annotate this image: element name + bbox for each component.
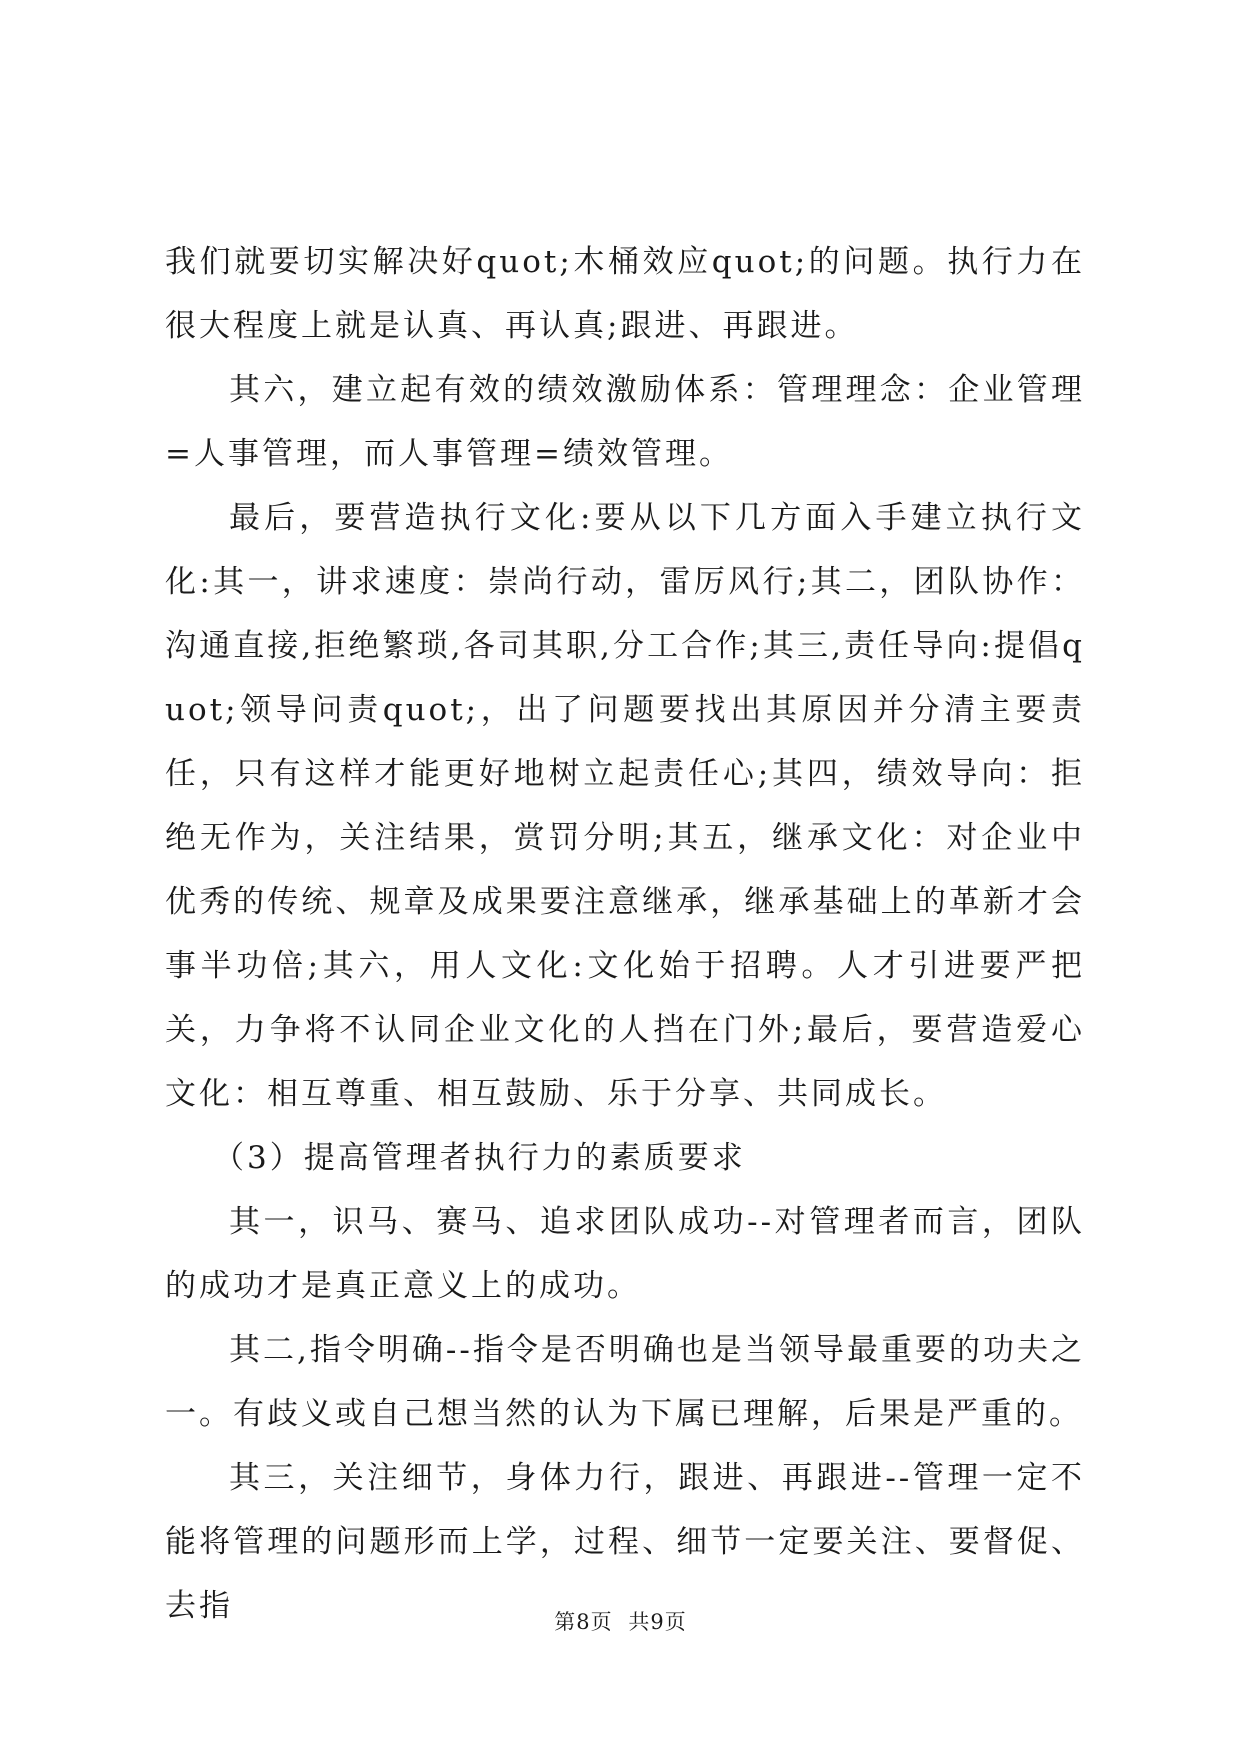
- paragraph-performance-incentive: 其六，建立起有效的绩效激励体系：管理理念：企业管理=人事管理，而人事管理=绩效管理。: [165, 372, 1085, 472]
- paragraph-clear-instructions: 其二,指令明确--指令是否明确也是当领导最重要的功夫之一。有歧义或自己想当然的认为下属已理解，后果是严重的。: [165, 1332, 1085, 1432]
- paragraph-execution-culture: 最后，要营造执行文化:要从以下几方面入手建立执行文化:其一，讲求速度：崇尚行动，雷厉风行;其二，团队协作：沟通直接,拒绝繁琐,各司其职,分工合作;其三,责任导向:提倡quot;领导问责quot;，出了问题要找出其原因并分清主要责任，只有这样才能更好地树立起责任心;其四，绩效导向：拒绝无作为，关注结果，赏罚分明;其五，继承文化：对企业中优秀的传统、规章及成果要注意继承，继承基础上的革新才会事半功倍;其六，用人文化:文化始于招聘。人才引进要严把关，力争将不认同企业文化的人挡在门外;最后，要营造爱心文化：相互尊重、相互鼓励、乐于分享、共同成长。: [165, 500, 1085, 1112]
- paragraph-team-success: 其一，识马、赛马、追求团队成功--对管理者而言，团队的成功才是真正意义上的成功。: [165, 1204, 1085, 1304]
- section-heading: （3）提高管理者执行力的素质要求: [213, 1140, 746, 1176]
- document-body: [165, 230, 1085, 1638]
- paragraph-continuation: 我们就要切实解决好quot;木桶效应quot;的问题。执行力在很大程度上就是认真、再认真;跟进、再跟进。: [165, 244, 1085, 344]
- paragraph-attention-to-detail: 其三，关注细节，身体力行，跟进、再跟进--管理一定不能将管理的问题形而上学，过程、细节一定要关注、要督促、去指: [165, 1460, 1085, 1624]
- page-footer: [0, 1606, 1241, 1636]
- page-number: 第8页: [554, 1610, 613, 1634]
- page-total: 共9页: [628, 1610, 687, 1634]
